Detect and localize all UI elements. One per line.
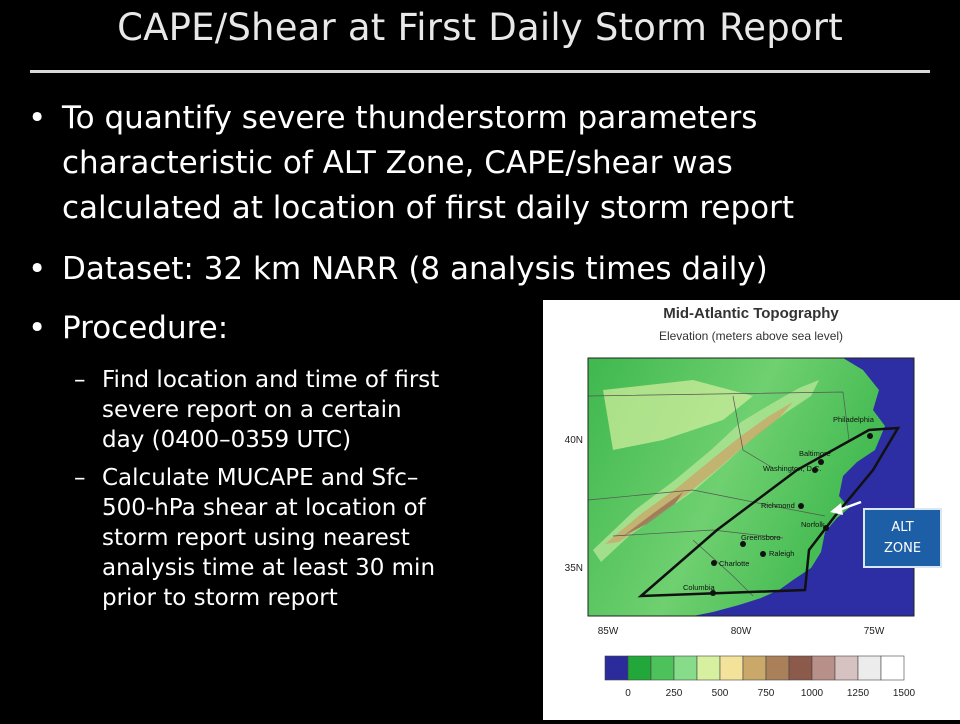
dash-glyph: – (74, 465, 86, 491)
bullet-line: To quantify severe thunderstorm parameters (62, 100, 758, 136)
city-label: Columbia (683, 583, 715, 592)
map-plot-area (588, 358, 914, 616)
map-title: Mid-Atlantic Topography (663, 305, 839, 322)
colorbar-label: 500 (711, 688, 729, 699)
alt-zone-callout (863, 508, 942, 568)
colorbar-swatch (858, 656, 881, 680)
city-label: Norfolk (801, 520, 825, 529)
colorbar-swatch (835, 656, 858, 680)
colorbar-label: 750 (757, 688, 775, 699)
colorbar-swatch (743, 656, 766, 680)
bullet-glyph: • (28, 310, 47, 346)
lat-label: 35N (564, 563, 583, 574)
sub-bullet-line: Find location and time of first (102, 367, 440, 393)
sub-bullet-line: Calculate MUCAPE and Sfc– (102, 465, 419, 491)
bullet-line: Procedure: (62, 310, 229, 346)
map-subtitle: Elevation (meters above sea level) (658, 329, 844, 343)
city-dot (760, 551, 766, 557)
colorbar-swatch (605, 656, 628, 680)
sub-bullet-line: storm report using nearest (102, 525, 410, 551)
city-label: Philadelphia (833, 415, 874, 424)
bullet-line: characteristic of ALT Zone, CAPE/shear was (62, 145, 733, 181)
bullet-glyph: • (28, 251, 47, 287)
lat-label: 40N (564, 435, 583, 446)
sub-bullet-line: analysis time at least 30 min (102, 555, 436, 581)
colorbar-swatch (628, 656, 651, 680)
city-label: Raleigh (769, 549, 795, 558)
city-dot (798, 503, 804, 509)
bullet-glyph: • (28, 100, 47, 136)
colorbar-swatch (766, 656, 789, 680)
colorbar (605, 656, 904, 680)
callout-line: ALT (891, 520, 914, 535)
callout-line: ZONE (883, 541, 922, 556)
title-rule (30, 70, 930, 73)
colorbar-swatch (812, 656, 835, 680)
dash-glyph: – (74, 367, 86, 393)
sub-bullet-line: prior to storm report (102, 585, 338, 611)
colorbar-label: 1250 (846, 688, 870, 699)
city-label: Baltimore (799, 449, 831, 458)
city-label: Charlotte (719, 559, 750, 568)
city-label: Richmond (761, 501, 795, 510)
colorbar-label: 0 (625, 688, 631, 699)
city-dot (867, 433, 873, 439)
colorbar-swatch (674, 656, 697, 680)
bullet-item (28, 247, 928, 292)
colorbar-label: 1500 (892, 688, 916, 699)
sub-bullet-line: 500-hPa shear at location of (102, 495, 426, 521)
city-dot (711, 560, 717, 566)
bullet-item (28, 96, 928, 231)
colorbar-swatch (651, 656, 674, 680)
colorbar-swatch (697, 656, 720, 680)
lon-label: 75W (863, 626, 885, 637)
bullet-line: calculated at location of first daily storm report (62, 190, 795, 226)
city-label: Washington, D.C. (763, 464, 822, 473)
colorbar-swatch (720, 656, 743, 680)
slide-title: CAPE/Shear at First Daily Storm Report (117, 6, 843, 49)
colorbar-label: 1000 (800, 688, 824, 699)
colorbar-swatch (881, 656, 904, 680)
sub-bullet-line: severe report on a certain (102, 397, 402, 423)
colorbar-labels (625, 688, 915, 699)
city-label: Greensboro (741, 533, 781, 542)
colorbar-swatch (789, 656, 812, 680)
sub-bullet-line: day (0400–0359 UTC) (102, 427, 352, 453)
bullet-line: Dataset: 32 km NARR (8 analysis times daily) (62, 251, 768, 287)
lon-label: 80W (730, 626, 752, 637)
lon-label: 85W (597, 626, 619, 637)
colorbar-label: 250 (665, 688, 683, 699)
